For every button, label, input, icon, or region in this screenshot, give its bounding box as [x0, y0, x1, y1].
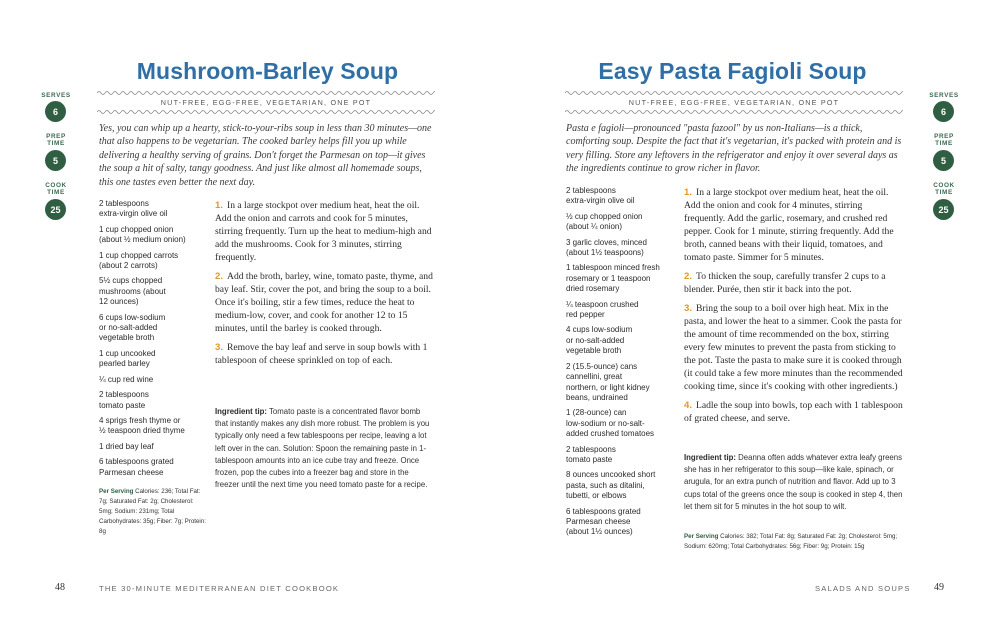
ingredient-item: ½ cup chopped onion (about ¼ onion) — [566, 211, 643, 232]
left-tip-text: Tomato paste is a concentrated flavor bomb that instantly makes any dish more robust. The problem is you typically only need a few tablespoons per recipe, leaving a lot left over in the can. Solution: Spoon the remaining paste in 1-tablespoon amounts into an ice cube tray and freeze. Once frozen, pop the cubes into a freezer bag and store in the freezer until the next time you need tomato paste for a recipe. — [215, 407, 430, 490]
ingredient-item: 1 tablespoon minced fresh rosemary or 1 teaspoon dried rosemary — [566, 263, 660, 294]
left-page-number: 48 — [55, 582, 65, 593]
ingredient-item: 6 tablespoons grated Parmesan cheese (about 1½ ounces) — [566, 506, 641, 537]
step-item — [684, 302, 904, 393]
ingredient-item: 2 tablespoons tomato paste — [566, 444, 616, 464]
ingredient-item: 5½ cups chopped mushrooms (about 12 ounces) — [99, 276, 166, 307]
left-prep-time-label: PREP TIME — [46, 133, 66, 147]
ingredient-item: 3 garlic cloves, minced (about 1½ teaspoons) — [566, 237, 647, 258]
ingredient-item: 2 tablespoons tomato paste — [99, 390, 149, 410]
step-text: In a large stockpot over medium heat, heat the oil. Add the onion and carrots and cook for 5 minutes, stirring frequently. Turn up the heat to medium-high and add the mushrooms. Cook for 3 minutes, stirring frequently. — [215, 200, 432, 263]
ingredient-item: 8 ounces uncooked short pasta, such as ditalini, tubetti, or elbows — [566, 470, 656, 501]
left-ingredient-tip — [215, 406, 435, 491]
left-running-head: THE 30-MINUTE MEDITERRANEAN DIET COOKBOOK — [99, 584, 340, 593]
left-prep-time-value: 5 — [45, 150, 66, 171]
ingredient-item: 4 cups low-sodium or no-salt-added vegetable broth — [566, 325, 633, 356]
step-text: Bring the soup to a boil over high heat. Mix in the pasta, and lower the heat to a simmer. Cook the pasta for the amount of time recommended on the box, stirring every few minutes to prevent the pasta from sticking to the pot. Taste the pasta to make sure it is cooked through (it could take a few more minutes than the recommended cooking time, since it's cooking with other ingredients.) — [684, 303, 903, 392]
right-tip-label: Ingredient tip: — [684, 453, 736, 462]
step-item — [215, 199, 433, 264]
left-intro: Yes, you can whip up a hearty, stick-to-your-ribs soup in less than 30 minutes—one that also happens to be vegetarian. The cooked barley helps fill you up while delivering a healthy serving of grains. Don't forget the Parmesan on top—it gives the soup a hit of salty, tangy goodness. And just like almost all homemade soups, this one tastes even better the next day. — [99, 123, 432, 188]
step-number: 2. — [684, 271, 693, 282]
left-tip-label: Ingredient tip: — [215, 407, 267, 416]
right-steps — [684, 186, 904, 431]
step-text: In a large stockpot over medium heat, heat the oil. Add the onion and cook for 4 minutes, stirring frequently. Add the garlic, rosemary, and crushed red pepper. Cook for 1 minute, stirring frequently. Add the broth, canned beans with their liquid, tomatoes, and tomato paste. Simmer for 5 minutes. — [684, 187, 894, 263]
left-recipe-title: Mushroom-Barley Soup — [136, 58, 399, 84]
left-cook-time-label: COOK TIME — [45, 182, 67, 196]
left-nutrition — [99, 487, 207, 537]
ingredient-item: 1 cup chopped carrots (about 2 carrots) — [99, 250, 179, 271]
left-nutrition-label: Per Serving — [99, 488, 134, 495]
right-cook-time-label: COOK TIME — [933, 182, 955, 196]
right-cook-time-value: 25 — [933, 199, 954, 220]
right-serves-value: 6 — [933, 101, 954, 122]
right-nutrition — [684, 532, 906, 552]
left-recipe-tags: NUT-FREE, EGG-FREE, VEGETARIAN, ONE POT — [160, 98, 372, 107]
right-recipe-title: Easy Pasta Fagioli Soup — [598, 58, 867, 84]
step-item — [215, 341, 433, 367]
step-item — [684, 186, 904, 264]
left-ingredient-list — [99, 199, 209, 483]
step-text: To thicken the soup, carefully transfer 2 cups to a blender. Purée, then stir it back into the pot. — [684, 271, 886, 295]
right-ingredient-tip — [684, 452, 904, 513]
ingredient-item: 2 (15.5-ounce) cans cannellini, great northern, or light kidney beans, undrained — [566, 361, 650, 402]
left-tag-rule-top — [97, 90, 435, 96]
left-nutrition-text: Calories: 236; Total Fat: 7g; Saturated Fat: 2g; Cholesterol: 5mg; Sodium: 231mg; Total Carbohydrates: 35g; Fiber: 7g; Protein: 8g — [99, 488, 206, 535]
step-number: 1. — [215, 200, 224, 211]
right-running-head: SALADS AND SOUPS — [815, 584, 911, 593]
step-item — [215, 270, 433, 335]
right-intro: Pasta e fagioli—pronounced "pasta fazool" by us non-Italians—is a thick, comforting soup. Despite the fact that it's vegetarian, it's packed with protein and is very filling. Store any leftovers in the refrigerator and enjoy it over several days as the ingredients continue to grow richer in flavor. — [566, 123, 902, 175]
right-serves-label: SERVES — [929, 92, 959, 99]
right-page-number: 49 — [934, 582, 944, 593]
ingredient-item: 1 cup uncooked pearled barley — [99, 348, 156, 369]
left-steps — [215, 199, 433, 373]
step-item — [684, 270, 904, 296]
step-number: 1. — [684, 187, 693, 198]
right-tip-text: Deanna often adds whatever extra leafy greens she has in her refrigerator to this soup—like kale, spinach, or arugula, for an extra punch of nutrition and flavor. Add up to 3 cups total of the greens once the soup is cooked in step 4, then let them sit for 5 minutes in the hot soup to wilt. — [684, 453, 903, 511]
ingredient-item: 2 tablespoons extra-virgin olive oil — [99, 199, 168, 219]
ingredient-item: 6 tablespoons grated Parmesan cheese — [99, 457, 174, 477]
step-number: 2. — [215, 271, 224, 282]
right-prep-time-label: PREP TIME — [934, 133, 954, 147]
ingredient-item: 1 dried bay leaf — [99, 441, 154, 451]
right-recipe-tags: NUT-FREE, EGG-FREE, VEGETARIAN, ONE POT — [628, 98, 840, 107]
step-text: Ladle the soup into bowls, top each with 1 tablespoon of grated cheese, and serve. — [684, 400, 903, 424]
left-tag-rule-bottom — [97, 109, 435, 115]
right-prep-time-value: 5 — [933, 150, 954, 171]
step-number: 3. — [684, 303, 693, 314]
step-item — [684, 399, 904, 425]
left-serves-value: 6 — [45, 101, 66, 122]
right-ingredient-list — [566, 186, 678, 543]
step-text: Add the broth, barley, wine, tomato paste, thyme, and bay leaf. Stir, cover the pot, and bring the soup to a boil. Once it's boiling, stir a few times, reduce the heat to medium-low, cover, and cook for another 12 to 15 minutes, until the barley is cooked through. — [215, 271, 433, 334]
ingredient-item: 1 cup chopped onion (about ½ medium onion) — [99, 224, 186, 245]
ingredient-item: 1 (28-ounce) can low-sodium or no-salt- added crushed tomatoes — [566, 408, 655, 439]
ingredient-item: ¼ cup red wine — [99, 374, 154, 384]
ingredient-item: ¼ teaspoon crushed red pepper — [566, 299, 639, 320]
right-tag-rule-bottom — [565, 109, 903, 115]
left-cook-time-value: 25 — [45, 199, 66, 220]
ingredient-item: 2 tablespoons extra-virgin olive oil — [566, 186, 635, 206]
step-text: Remove the bay leaf and serve in soup bowls with 1 tablespoon of cheese sprinkled on top of each. — [215, 342, 428, 366]
ingredient-item: 6 cups low-sodium or no-salt-added vegetable broth — [99, 312, 166, 343]
right-tag-rule-top — [565, 90, 903, 96]
right-nutrition-label: Per Serving — [684, 533, 719, 540]
right-nutrition-text: Calories: 382; Total Fat: 8g; Saturated Fat: 2g; Cholesterol: 5mg; Sodium: 620mg; Total Carbohydrates: 56g; Fiber: 9g; Protein: 15g — [684, 533, 898, 550]
step-number: 3. — [215, 342, 224, 353]
left-serves-label: SERVES — [41, 92, 71, 99]
ingredient-item: 4 sprigs fresh thyme or ½ teaspoon dried thyme — [99, 415, 185, 436]
step-number: 4. — [684, 400, 693, 411]
